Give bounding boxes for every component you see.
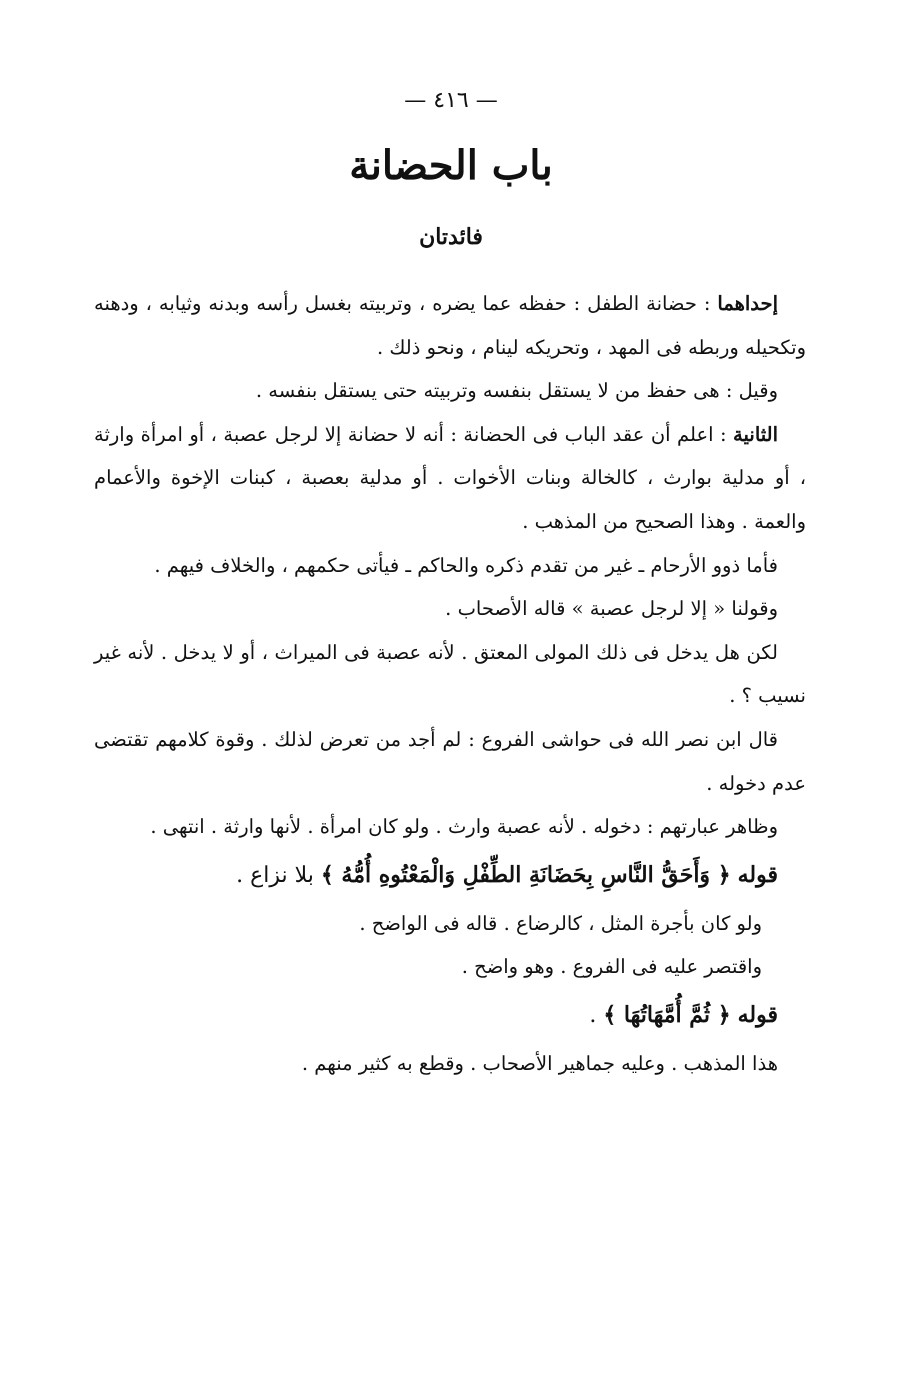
verse-tail: . bbox=[589, 1002, 604, 1028]
verse-paragraph bbox=[94, 849, 806, 902]
paragraph bbox=[94, 413, 806, 544]
paragraph-text: قال ابن نصر الله فى حواشى الفروع : لم أجد من تعرض لذلك . وقوة كلامهم تقتضى عدم دخوله . bbox=[94, 727, 806, 795]
paragraph bbox=[94, 902, 806, 946]
paragraph bbox=[94, 945, 806, 989]
verse-tail: بلا نزاع . bbox=[236, 862, 321, 888]
paragraph-text: وقيل : هى حفظ من لا يستقل بنفسه وتربيته حتى يستقل بنفسه . bbox=[255, 379, 778, 403]
paragraph-text: وظاهر عبارتهم : دخوله . لأنه عصبة وارث . ولو كان امرأة . لأنها وارثة . انتهى . bbox=[150, 815, 778, 839]
quran-verse: ﴿ وَأَحَقُّ النَّاسِ بِحَضَانَةِ الطِّفْلِ وَالْمَعْتُوهِ أُمُّهُ ﴾ bbox=[320, 861, 731, 888]
paragraph bbox=[94, 587, 806, 631]
paragraph-text: واقتصر عليه فى الفروع . وهو واضح . bbox=[461, 955, 762, 979]
verse-paragraph bbox=[94, 989, 806, 1042]
paragraph-text: هذا المذهب . وعليه جماهير الأصحاب . وقطع به كثير منهم . bbox=[301, 1051, 778, 1075]
paragraph-text: : اعلم أن عقد الباب فى الحضانة : أنه لا حضانة إلا لرجل عصبة ، أو امرأة وارثة ، أو مدلية بوارث ، كالخالة وبنات الأخوات . أو مدلية بعصبة ، كبنات الإخوة والأعمام والعمة . وهذا الصحيح من المذهب . bbox=[94, 422, 806, 533]
paragraph bbox=[94, 805, 806, 849]
paragraph-lead: إحداهما bbox=[717, 292, 778, 315]
paragraph bbox=[94, 544, 806, 588]
section-title: فائدتان bbox=[419, 224, 483, 250]
paragraph bbox=[94, 631, 806, 718]
quran-verse: ﴿ ثُمَّ أُمَّهَاتُهَا ﴾ bbox=[603, 1001, 731, 1028]
paragraph bbox=[94, 282, 806, 369]
paragraph bbox=[94, 369, 806, 413]
paragraph-text: فأما ذوو الأرحام ـ غير من تقدم ذكره والحاكم ـ فيأتى حكمهم ، والخلاف فيهم . bbox=[154, 553, 778, 577]
paragraph-text: ولو كان بأجرة المثل ، كالرضاع . قاله فى الواضح . bbox=[359, 911, 762, 935]
qawluh-label: قوله bbox=[737, 861, 778, 888]
body-text bbox=[94, 282, 806, 1086]
qawluh-label: قوله bbox=[737, 1001, 778, 1028]
paragraph bbox=[94, 1042, 806, 1086]
paragraph bbox=[94, 718, 806, 805]
page-number: — ٤١٦ — bbox=[404, 88, 498, 113]
paragraph-text: وقولنا « إلا لرجل عصبة » قاله الأصحاب . bbox=[445, 597, 778, 621]
chapter-title: باب الحضانة bbox=[349, 142, 553, 189]
paragraph-text: : حضانة الطفل : حفظه عما يضره ، وتربيته بغسل رأسه وبدنه وثيابه ، ودهنه وتكحيله وربطه فى المهد ، وتحريكه لينام ، ونحو ذلك . bbox=[94, 292, 806, 359]
paragraph-lead: الثانية bbox=[733, 422, 778, 446]
paragraph-text: لكن هل يدخل فى ذلك المولى المعتق . لأنه عصبة فى الميراث ، أو لا يدخل . لأنه غير نسيب ؟ . bbox=[94, 640, 806, 708]
